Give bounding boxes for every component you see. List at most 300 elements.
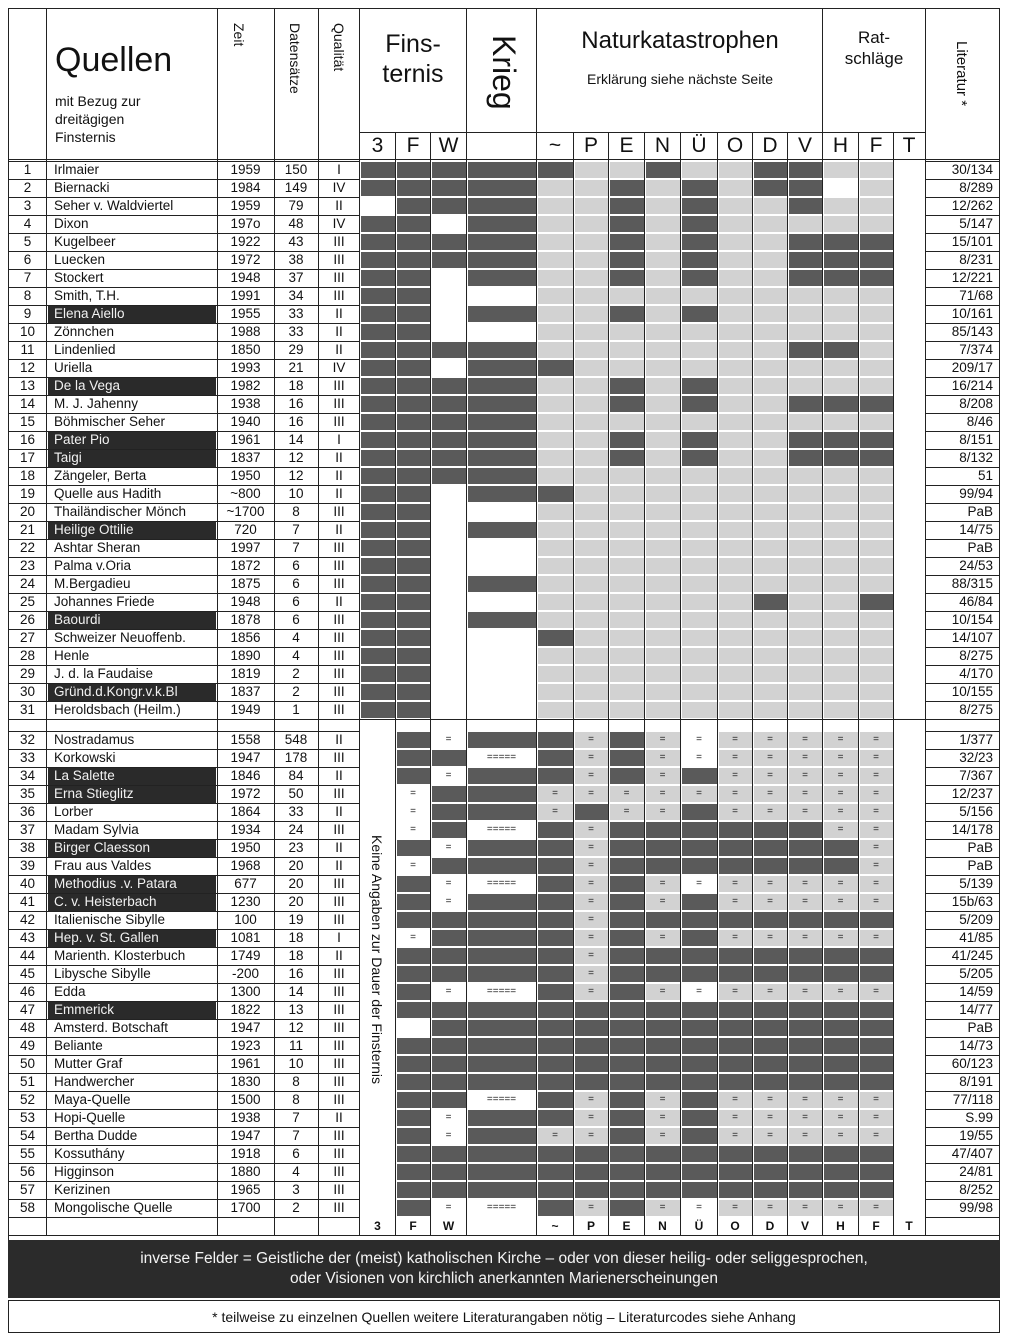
no-duration-mark: = [445, 878, 452, 889]
marker-cell [397, 1092, 430, 1108]
table-row [9, 857, 999, 875]
marker-cell [575, 1056, 608, 1072]
source-year: 1830 [230, 1074, 261, 1089]
marker-cell [754, 288, 787, 304]
marker-cell [860, 504, 893, 520]
data-count: 16 [288, 414, 304, 429]
table-row [9, 323, 999, 341]
marker-cell [432, 162, 466, 178]
marker-cell [824, 630, 858, 646]
grid-line [925, 485, 1000, 486]
marker-cell [468, 858, 536, 874]
row-number: 51 [19, 1074, 36, 1089]
marker-cell [754, 396, 787, 412]
marker-cell [361, 396, 395, 412]
source-year: 1500 [230, 1092, 261, 1107]
marker-cell [719, 216, 752, 232]
grid-line [9, 359, 359, 360]
marker-cell [682, 1164, 717, 1180]
marker-cell [575, 324, 608, 340]
marker-cell [575, 396, 608, 412]
marker-cell [361, 162, 395, 178]
literature-ref: 8/132 [959, 450, 993, 465]
marker-cell [682, 966, 717, 982]
marker-cell [397, 378, 430, 394]
grid-line [925, 983, 1000, 984]
table-row [9, 785, 999, 803]
data-count: 2 [292, 666, 300, 681]
marker-cell [610, 666, 644, 682]
no-duration-mark: = [837, 878, 844, 889]
table-row [9, 233, 999, 251]
marker-cell [397, 702, 430, 718]
source-name: Zängeler, Berta [54, 468, 147, 483]
grid-line [9, 233, 359, 234]
marker-cell [682, 894, 717, 910]
data-count: 21 [288, 360, 304, 375]
source-year: 1938 [230, 1110, 261, 1125]
marker-cell [824, 522, 858, 538]
marker-cell [895, 594, 924, 610]
no-duration-mark: = [588, 896, 594, 907]
marker-cell [361, 306, 395, 322]
marker-cell [468, 840, 536, 856]
marker-cell [895, 396, 924, 412]
no-duration-mark: = [802, 896, 808, 907]
no-duration-mark: = [552, 806, 558, 817]
header-datensaetze: Datensätze [287, 23, 303, 94]
marker-cell [719, 468, 752, 484]
marker-cell [754, 1002, 787, 1018]
table-row [9, 1001, 999, 1019]
marker-cell [754, 1164, 787, 1180]
marker-cell [361, 702, 395, 718]
quality: III [333, 1056, 345, 1071]
grid-line [46, 9, 47, 1235]
marker-cell [895, 948, 924, 964]
bottom-col-header: D [765, 1219, 775, 1233]
literature-ref: 30/134 [951, 162, 993, 177]
marker-cell [538, 1146, 573, 1162]
literature-ref: 51 [977, 468, 993, 483]
table-row [9, 701, 999, 719]
table-row [9, 467, 999, 485]
table-row [9, 431, 999, 449]
marker-cell [719, 948, 752, 964]
marker-cell [789, 822, 822, 838]
marker-cell [719, 576, 752, 592]
data-count: 16 [288, 966, 304, 981]
marker-cell [682, 198, 717, 214]
row-number: 40 [19, 876, 36, 891]
no-duration-mark: = [837, 734, 844, 745]
marker-cell [824, 504, 858, 520]
marker-cell [682, 612, 717, 628]
table-row [9, 1199, 999, 1217]
data-count: 14 [288, 432, 304, 447]
marker-cell [432, 342, 466, 358]
marker-cell [646, 306, 680, 322]
marker-cell [860, 1020, 893, 1036]
table-row [9, 893, 999, 911]
marker-cell [789, 630, 822, 646]
marker-cell [754, 306, 787, 322]
marker-cell [824, 1074, 858, 1090]
grid-line [9, 731, 359, 732]
marker-cell [468, 594, 536, 610]
marker-cell [895, 750, 924, 766]
sub-col-header: T [902, 134, 916, 157]
no-duration-mark: = [732, 1112, 738, 1123]
marker-cell [397, 1200, 430, 1216]
row-number: 29 [19, 666, 36, 681]
marker-cell [538, 306, 573, 322]
data-count: 34 [288, 288, 304, 303]
marker-cell [361, 414, 395, 430]
data-count: 23 [288, 840, 304, 855]
no-duration-mark: = [410, 788, 416, 799]
marker-cell [824, 594, 858, 610]
data-count: 20 [288, 858, 304, 873]
data-count: 43 [288, 234, 304, 249]
row-number: 17 [19, 450, 36, 465]
grid-line [9, 413, 359, 414]
marker-cell [895, 768, 924, 784]
marker-cell [789, 450, 822, 466]
grid-line [9, 485, 359, 486]
marker-cell [789, 252, 822, 268]
table-row [9, 1109, 999, 1127]
row-number: 28 [19, 648, 36, 663]
no-duration-mark: = [659, 788, 666, 799]
grid-line [9, 1001, 359, 1002]
literature-ref: 8/231 [959, 252, 993, 267]
marker-cell [895, 486, 924, 502]
quality: III [333, 666, 345, 681]
source-year: 1875 [230, 576, 261, 591]
no-duration-mark: = [873, 1202, 879, 1213]
marker-cell [538, 1038, 573, 1054]
literature-ref: PaB [967, 858, 993, 873]
marker-cell [682, 1110, 717, 1126]
no-duration-mark: = [873, 1094, 879, 1105]
marker-cell [610, 162, 644, 178]
quality: III [333, 1020, 345, 1035]
grid-line [536, 9, 537, 1235]
marker-cell [397, 360, 430, 376]
quality: III [333, 966, 345, 981]
marker-cell [575, 360, 608, 376]
marker-cell [789, 504, 822, 520]
marker-cell [789, 1146, 822, 1162]
marker-cell [682, 1128, 717, 1144]
no-duration-mark: = [659, 1202, 666, 1213]
marker-cell [610, 360, 644, 376]
marker-cell [895, 1038, 924, 1054]
marker-cell [719, 504, 752, 520]
no-duration-mark: = [732, 878, 738, 889]
grid-line [9, 839, 359, 840]
marker-cell [468, 666, 536, 682]
marker-cell [682, 666, 717, 682]
marker-cell [682, 1056, 717, 1072]
table-row [9, 359, 999, 377]
marker-cell [789, 360, 822, 376]
marker-cell [789, 216, 822, 232]
grid-line [925, 947, 1000, 948]
marker-cell [538, 594, 573, 610]
marker-cell [610, 1002, 644, 1018]
source-year: 1890 [230, 648, 261, 663]
no-duration-mark: = [837, 1202, 844, 1213]
quality: IV [332, 180, 346, 195]
marker-cell [682, 930, 717, 946]
source-name: Frau aus Valdes [54, 858, 152, 873]
no-duration-mark: = [873, 734, 879, 745]
row-number: 52 [19, 1092, 36, 1107]
marker-cell [575, 432, 608, 448]
marker-cell [610, 858, 644, 874]
literature-ref: S.99 [965, 1110, 993, 1125]
marker-cell [468, 1164, 536, 1180]
marker-cell [895, 378, 924, 394]
grid-line [925, 413, 1000, 414]
marker-cell [397, 468, 430, 484]
literature-ref: PaB [967, 540, 993, 555]
marker-cell [575, 558, 608, 574]
marker-cell [789, 1182, 822, 1198]
grid-line [925, 749, 1000, 750]
marker-cell [432, 540, 466, 556]
marker-cell [575, 288, 608, 304]
no-duration-mark: = [588, 734, 594, 745]
literature-ref: 8/275 [959, 702, 993, 717]
table-row [9, 749, 999, 767]
source-name: Kerizinen [54, 1182, 111, 1197]
quality: II [335, 768, 343, 783]
marker-cell [468, 732, 536, 748]
marker-cell [468, 468, 536, 484]
marker-cell [397, 1056, 430, 1072]
data-count: 2 [292, 684, 300, 699]
row-number: 4 [23, 216, 32, 231]
marker-cell [789, 576, 822, 592]
table-row [9, 1091, 999, 1109]
marker-cell [468, 768, 536, 784]
marker-cell [895, 576, 924, 592]
row-number: 34 [19, 768, 36, 783]
marker-cell [432, 858, 466, 874]
row-number: 58 [19, 1200, 36, 1215]
marker-cell [682, 768, 717, 784]
no-duration-mark: ===== [486, 752, 517, 763]
marker-cell [397, 1146, 430, 1162]
marker-cell [789, 396, 822, 412]
data-count: 37 [288, 270, 304, 285]
marker-cell [789, 522, 822, 538]
source-name: Kossuthány [54, 1146, 125, 1161]
quality: II [335, 858, 343, 873]
literature-ref: 19/55 [959, 1128, 993, 1143]
grid-line [9, 965, 359, 966]
row-number: 21 [19, 522, 36, 537]
marker-cell [575, 450, 608, 466]
marker-cell [789, 198, 822, 214]
no-duration-mark: = [445, 896, 452, 907]
marker-cell [754, 648, 787, 664]
marker-cell [895, 822, 924, 838]
legend-line1: inverse Felder = Geistliche der (meist) katholischen Kirche – oder von dieser heilig- oder seliggesprochen, [140, 1250, 868, 1267]
source-year: 1965 [230, 1182, 261, 1197]
quellen-title: Quellen [55, 41, 173, 79]
grid-line [925, 839, 1000, 840]
marker-cell [610, 594, 644, 610]
marker-cell [895, 984, 924, 1000]
source-year: 1923 [230, 1038, 261, 1053]
no-duration-mark: = [837, 824, 844, 835]
source-name: Schweizer Neuoffenb. [54, 630, 186, 645]
grid-line [9, 1127, 359, 1128]
source-name: Marienth. Klosterbuch [54, 948, 186, 963]
marker-cell [397, 894, 430, 910]
data-count: 10 [288, 1056, 304, 1071]
grid-line [717, 132, 718, 1235]
grid-line [925, 1109, 1000, 1110]
marker-cell [860, 486, 893, 502]
marker-cell [397, 522, 430, 538]
literature-ref: 14/73 [959, 1038, 993, 1053]
table-row [9, 839, 999, 857]
marker-cell [575, 1074, 608, 1090]
row-number: 48 [19, 1020, 36, 1035]
marker-cell [682, 540, 717, 556]
marker-cell [682, 450, 717, 466]
marker-cell [719, 822, 752, 838]
marker-cell [468, 378, 536, 394]
marker-cell [468, 252, 536, 268]
marker-cell [860, 1182, 893, 1198]
marker-cell [682, 576, 717, 592]
marker-cell [754, 360, 787, 376]
quality: II [335, 486, 343, 501]
marker-cell [754, 540, 787, 556]
quality: I [337, 930, 341, 945]
row-number: 5 [23, 234, 32, 249]
no-duration-mark: = [445, 770, 452, 781]
marker-cell [754, 1056, 787, 1072]
marker-cell [682, 468, 717, 484]
no-duration-mark: = [873, 1112, 879, 1123]
marker-cell [432, 558, 466, 574]
marker-cell [468, 522, 536, 538]
marker-cell [432, 1056, 466, 1072]
literature-ref: 209/17 [951, 360, 993, 375]
literature-ref: 8/46 [966, 414, 993, 429]
marker-cell [538, 180, 573, 196]
marker-cell [895, 786, 924, 802]
literature-ref: PaB [967, 504, 993, 519]
prophecy-table [8, 8, 1000, 1241]
data-count: 2 [292, 1200, 300, 1215]
grid-line [925, 1217, 1000, 1218]
literature-ref: 8/208 [959, 396, 993, 411]
marker-cell [538, 378, 573, 394]
grid-line [925, 683, 1000, 684]
marker-cell [824, 1182, 858, 1198]
table-row [9, 683, 999, 701]
marker-cell [538, 216, 573, 232]
sub-col-header: O [726, 134, 744, 157]
grid-line [9, 269, 359, 270]
no-duration-mark: = [873, 1130, 879, 1141]
marker-cell [719, 840, 752, 856]
marker-cell [646, 180, 680, 196]
marker-cell [682, 234, 717, 250]
source-name: Emmerick [48, 1001, 216, 1019]
marker-cell [432, 432, 466, 448]
marker-cell [895, 894, 924, 910]
marker-cell [754, 180, 787, 196]
marker-cell [824, 1146, 858, 1162]
marker-cell [860, 522, 893, 538]
header-ratschlaege [823, 27, 925, 69]
grid-line [9, 305, 359, 306]
marker-cell [824, 684, 858, 700]
marker-cell [824, 558, 858, 574]
grid-line [430, 132, 431, 1235]
marker-cell [646, 1182, 680, 1198]
grid-line [925, 359, 1000, 360]
table-row [9, 911, 999, 929]
row-number: 30 [19, 684, 36, 699]
row-number: 47 [19, 1002, 36, 1017]
no-duration-mark: = [767, 1130, 773, 1141]
grid-line [925, 431, 1000, 432]
data-count: 548 [284, 732, 308, 747]
literature-ref: 47/407 [951, 1146, 993, 1161]
marker-cell [610, 558, 644, 574]
no-duration-mark: = [802, 770, 808, 781]
table-row [9, 875, 999, 893]
no-duration-mark: = [873, 842, 879, 853]
table-row [9, 1127, 999, 1145]
table-row [9, 947, 999, 965]
grid-line [9, 431, 359, 432]
marker-cell [432, 450, 466, 466]
table-row [9, 1019, 999, 1037]
marker-cell [824, 912, 858, 928]
quality: III [333, 786, 345, 801]
table-row [9, 1037, 999, 1055]
marker-cell [575, 198, 608, 214]
no-duration-mark: = [837, 1094, 844, 1105]
row-number: 38 [19, 840, 36, 855]
marker-cell [719, 1146, 752, 1162]
marker-cell [895, 1182, 924, 1198]
marker-cell [754, 414, 787, 430]
table-row [9, 503, 999, 521]
marker-cell [789, 1002, 822, 1018]
marker-cell [824, 840, 858, 856]
marker-cell [610, 930, 644, 946]
literature-ref: 14/178 [951, 822, 993, 837]
marker-cell [610, 1092, 644, 1108]
quality: III [333, 822, 345, 837]
marker-cell [538, 1164, 573, 1180]
data-count: 18 [288, 930, 304, 945]
no-duration-mark: = [732, 932, 738, 943]
marker-cell [575, 234, 608, 250]
